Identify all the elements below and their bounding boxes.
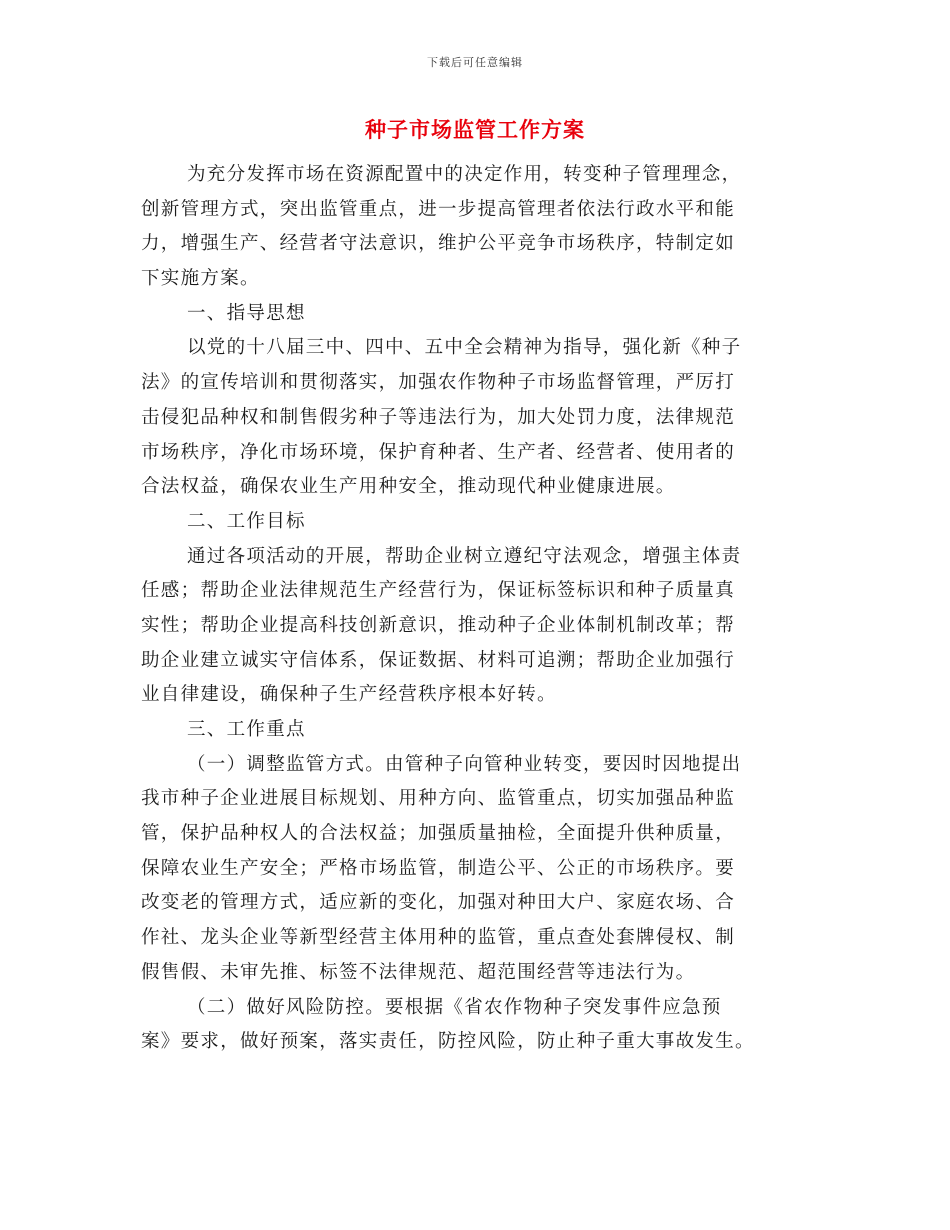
text-line: 击侵犯品种权和制售假劣种子等违法行为，加大处罚力度，法律规范	[141, 406, 736, 428]
text-line: 管，保护品种权人的合法权益；加强质量抽检，全面提升供种质量，	[141, 823, 736, 845]
text-line: 法》的宣传培训和贯彻落实，加强农作物种子市场监督管理，严厉打	[141, 372, 736, 394]
text-line: 改变老的管理方式，适应新的变化，加强对种田大户、家庭农场、合	[141, 892, 736, 914]
text-line: 市场秩序，净化市场环境，保护育种者、生产者、经营者、使用者的	[141, 441, 736, 463]
text-line: 助企业建立诚实守信体系，保证数据、材料可追溯；帮助企业加强行	[141, 649, 736, 671]
document-body	[141, 158, 801, 1060]
text-line: 保障农业生产安全；严格市场监管，制造公平、公正的市场秩序。要	[141, 857, 736, 879]
header-note: 下载后可任意编辑	[427, 56, 523, 69]
text-line: 我市种子企业进展目标规划、用种方向、监管重点，切实加强品种监	[141, 788, 736, 810]
text-line: 创新管理方式，突出监管重点，进一步提高管理者依法行政水平和能	[141, 198, 736, 220]
text-line: 为充分发挥市场在资源配置中的决定作用，转变种子管理理念，	[187, 164, 742, 185]
text-line: （一）调整监管方式。由管种子向管种业转变，要因时因地提出	[187, 753, 742, 775]
text-line: 以党的十八届三中、四中、五中全会精神为指导，强化新《种子	[187, 337, 742, 359]
text-line: 一、指导思想	[187, 302, 306, 324]
text-line: 实性；帮助企业提高科技创新意识，推动种子企业体制机制改革；帮	[141, 614, 736, 636]
text-line: 业自律建设，确保种子生产经营秩序根本好转。	[141, 684, 557, 706]
text-line: 案》要求，做好预案，落实责任，防控风险，防止种子重大事故发生。	[141, 1031, 755, 1053]
text-line: 下实施方案。	[141, 268, 260, 290]
document-title: 种子市场监管工作方案	[365, 117, 585, 142]
text-line: 作社、龙头企业等新型经营主体用种的监管，重点查处套牌侵权、制	[141, 927, 736, 949]
text-line: 通过各项活动的开展，帮助企业树立遵纪守法观念，增强主体责	[187, 545, 742, 567]
text-line: 二、工作目标	[187, 510, 306, 532]
text-line: 假售假、未审先推、标签不法律规范、超范围经营等违法行为。	[141, 961, 696, 983]
text-line: 任感；帮助企业法律规范生产经营行为，保证标签标识和种子质量真	[141, 580, 736, 602]
text-line: 力，增强生产、经营者守法意识，维护公平竞争市场秩序，特制定如	[141, 233, 736, 255]
text-line: 三、工作重点	[187, 719, 306, 740]
text-line: 合法权益，确保农业生产用种安全，推动现代种业健康进展。	[141, 476, 676, 498]
text-line: （二）做好风险防控。要根据《省农作物种子突发事件应急预	[187, 996, 722, 1018]
